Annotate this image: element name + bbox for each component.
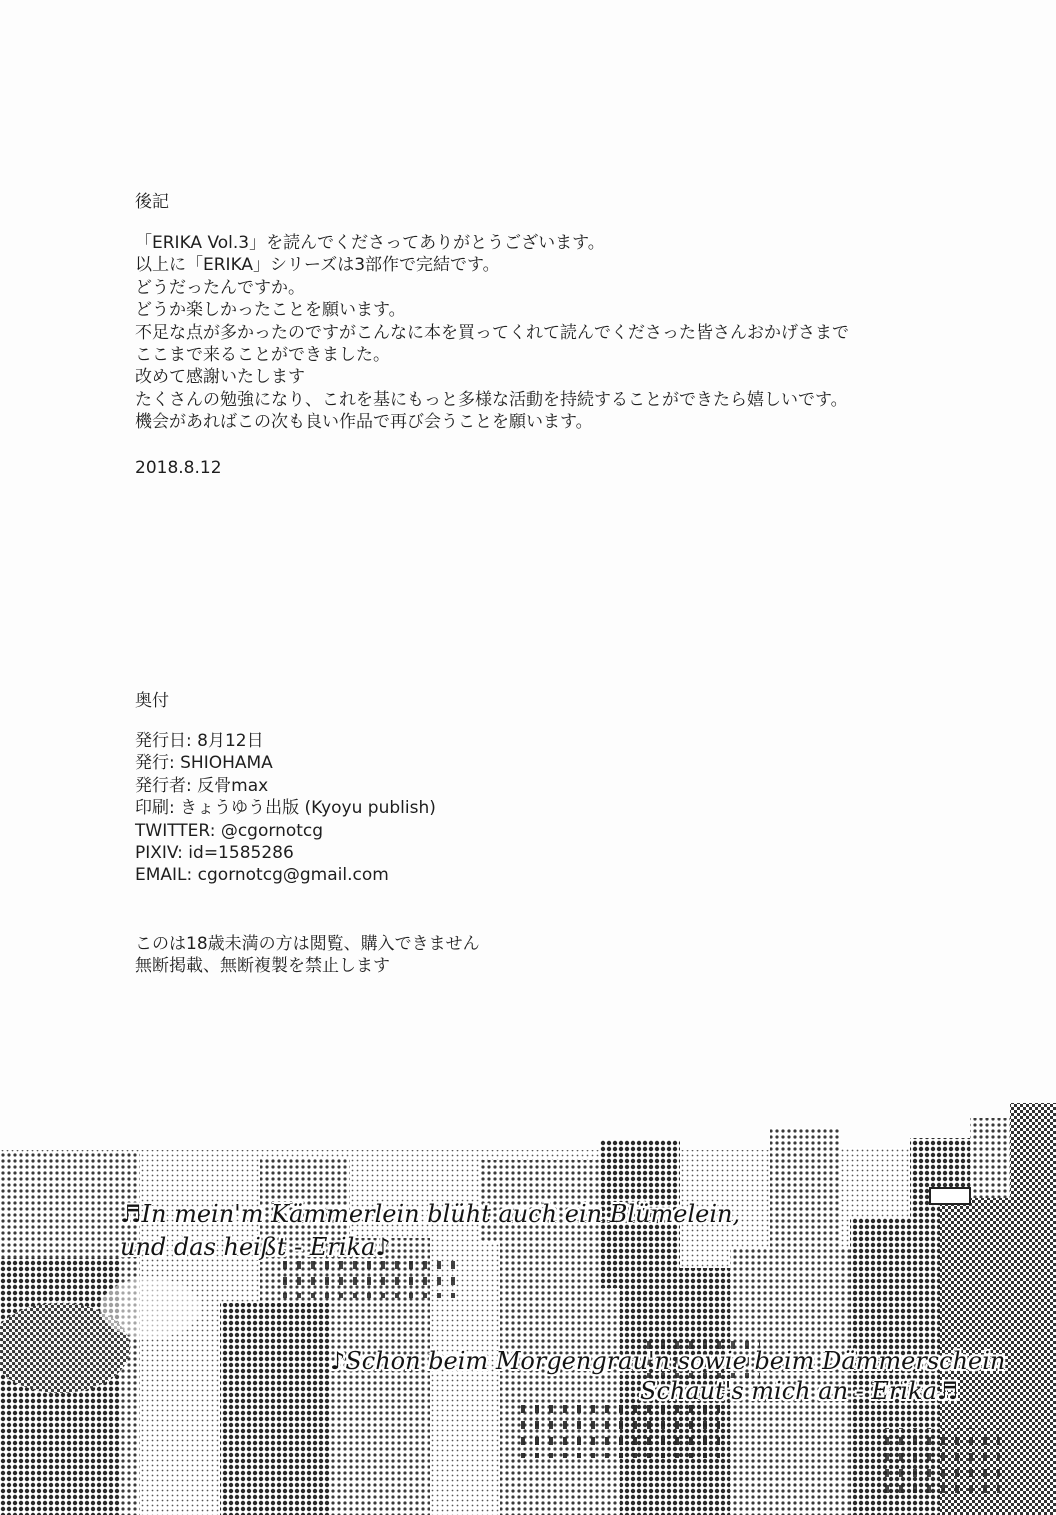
colophon-twitter: TWITTER: @cgornotcg [135, 820, 324, 841]
afterword-line: 「ERIKA Vol.3」を読んでくださってありがとうございます。 [135, 233, 605, 253]
colophon-email: EMAIL: cgornotcg@gmail.com [135, 865, 389, 886]
cityscape-illustration [0, 1098, 1056, 1515]
age-restriction-notice [135, 933, 480, 978]
afterword-body [135, 232, 849, 434]
colophon-printer: 印刷: きょうゆう出版 (Kyoyu publish) [135, 798, 436, 819]
afterword-line: たくさんの勉強になり、これを基にもっと多様な活動を持続することができたら嬉しいです。 [135, 389, 848, 410]
afterword-title: 後記 [135, 192, 169, 212]
colophon-release-date: 発行日: 8月12日 [135, 731, 264, 751]
lyric-line-3: ♪Schon beim Morgengrau'n sowie beim Dämmerschein [330, 1347, 1006, 1375]
colophon-publisher: 発行: SHIOHAMA [135, 753, 273, 774]
afterword-line: 機会があればこの次も良い作品で再び会うことを願います。 [135, 412, 593, 433]
colophon-pixiv: PIXIV: id=1585286 [135, 843, 294, 864]
afterword-line: ここまで来ることができました。 [135, 345, 390, 366]
lyric-line-4: Schaut's mich an - Erika♬ [640, 1377, 959, 1405]
colophon-author: 発行者: 反骨max [135, 775, 269, 796]
afterword-line: 改めて感謝いたします [135, 367, 305, 388]
afterword-date: 2018.8.12 [135, 458, 222, 478]
colophon-details [135, 730, 436, 887]
notice-line: 無断掲載、無断複製を禁止します [135, 956, 390, 977]
notice-line: このは18歳未満の方は閲覧、購入できません [135, 934, 480, 954]
colophon-title: 奥付 [135, 691, 169, 711]
afterword-line: 以上に「ERIKA」シリーズは3部作で完結です。 [135, 255, 500, 276]
lyric-line-1: ♬In mein'm Kämmerlein blüht auch ein Blümelein, [120, 1200, 741, 1228]
afterword-line: 不足な点が多かったのですがこんなに本を買ってくれて読んでくださった皆さんおかげさまで [135, 322, 849, 343]
afterword-line: どうか楽しかったことを願います。 [135, 300, 406, 321]
afterword-line: どうだったんですか。 [135, 277, 305, 298]
lyric-line-2: und das heißt - Erika♪ [120, 1233, 391, 1261]
